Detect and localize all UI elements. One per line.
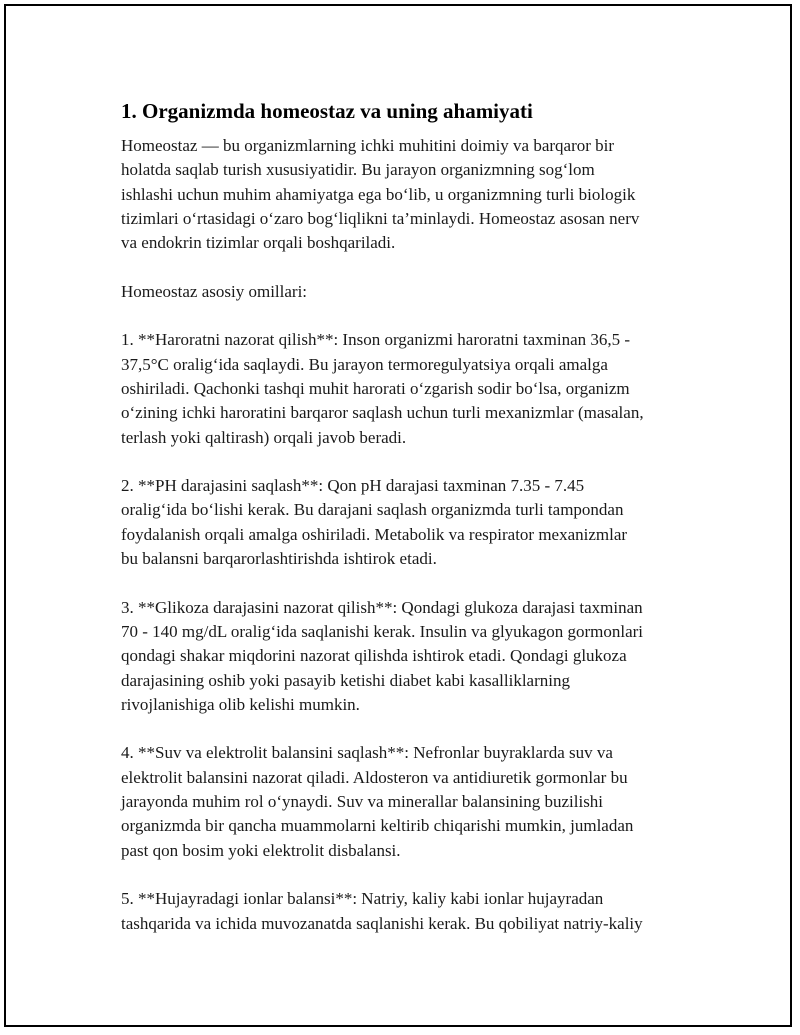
factor-temperature-paragraph: 1. **Haroratni nazorat qilish**: Inson organizmi haroratni taxminan 36,5 - 37,5°C oralig‘ida saqlaydi. Bu jarayon termoregulyatsiya orqali amalga oshiriladi. Qachonki tashqi muhit harorati o‘zgarish sodir bo‘lsa, organizm o‘zining ichki haroratini barqaror saqlash uchun turli mexanizmlar (masalan, terlash yoki qaltirash) orqali javob beradi.	[121, 330, 644, 447]
intro-paragraph: Homeostaz — bu organizmlarning ichki muhitini doimiy va barqaror bir holatda saqlab turish xususiyatidir. Bu jarayon organizmning sog‘lom ishlashi uchun muhim ahamiyatga ega bo‘lib, u organizmning turli biologik tizimlari o‘rtasidagi o‘zaro bog‘liqlikni ta’minlaydi. Homeostaz asosan nerv va endokrin tizimlar orqali boshqariladi.	[121, 136, 640, 253]
factors-heading: Homeostaz asosiy omillari:	[121, 281, 308, 301]
factor-ph-paragraph: 2. **PH darajasini saqlash**: Qon pH darajasi taxminan 7.35 - 7.45 oralig‘ida bo‘lishi kerak. Bu darajani saqlash organizmda turli tampondan foydalanish orqali amalga oshiriladi. Metabolik va respirator mexanizmlar bu balansni barqarorlashtirishda ishtirok etadi.	[121, 476, 628, 569]
page-frame	[4, 4, 792, 1027]
document-body	[121, 98, 696, 960]
document-title: 1. Organizmda homeostaz va uning ahamiyati	[121, 99, 533, 123]
factor-water-electrolyte-paragraph: 4. **Suv va elektrolit balansini saqlash**: Nefronlar buyraklarda suv va elektrolit balansini nazorat qiladi. Aldosteron va antidiuretik gormonlar bu jarayonda muhim rol o‘ynaydi. Suv va minerallar balansining buzilishi organizmda bir qancha muammolarni keltirib chiqarishi mumkin, jumladan past qon bosim yoki elektrolit disbalansi.	[121, 743, 634, 860]
factor-glucose-paragraph: 3. **Glikoza darajasini nazorat qilish**: Qondagi glukoza darajasi taxminan 70 - 140 mg/dL oralig‘ida saqlanishi kerak. Insulin va glyukagon gormonlari qondagi shakar miqdorini nazorat qilishda ishtirok etadi. Qondagi glukoza darajasining oshib yoki pasayib ketishi diabet kabi kasalliklarning rivojlanishiga olib kelishi mumkin.	[121, 597, 644, 714]
factor-ion-balance-paragraph: 5. **Hujayradagi ionlar balansi**: Natriy, kaliy kabi ionlar hujayradan tashqarida va ichida muvozanatda saqlanishi kerak. Bu qobiliyat natriy-kaliy	[121, 889, 643, 933]
